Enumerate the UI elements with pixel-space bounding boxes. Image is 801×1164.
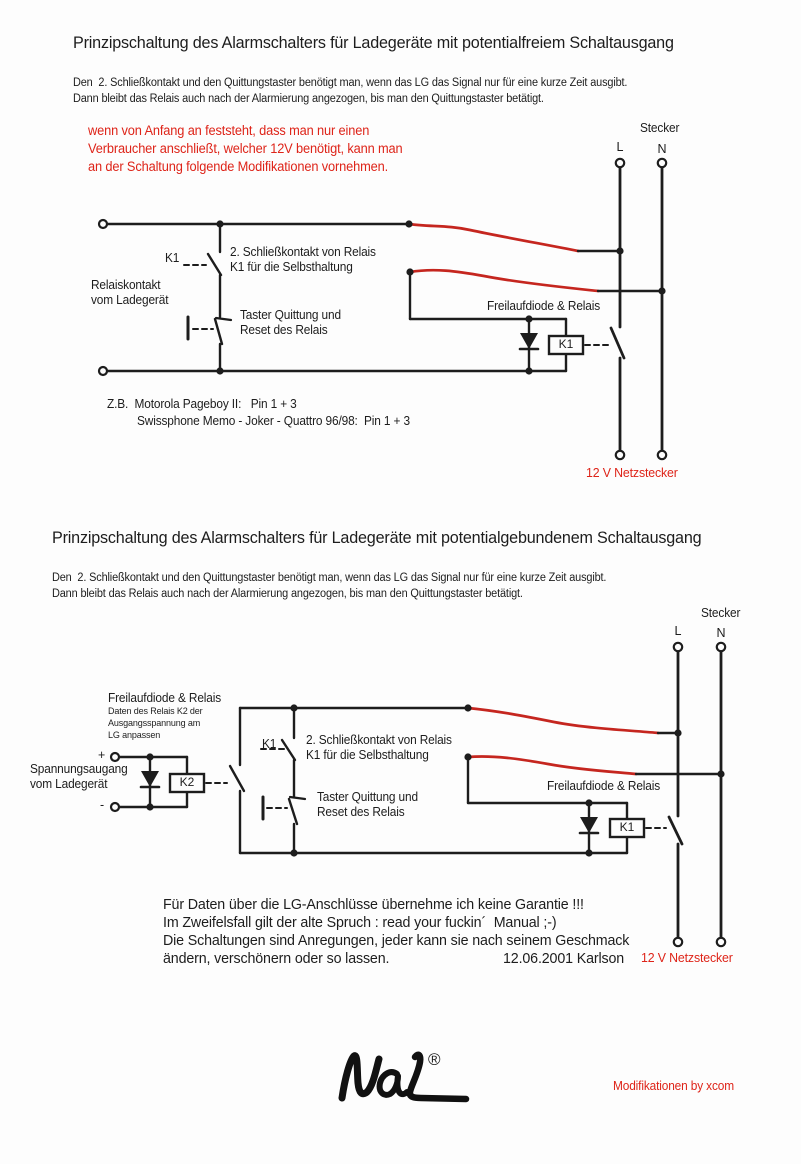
diagram2-relay-k2-box-label: K2 <box>179 775 195 789</box>
diagram1-relay-contact-line2: vom Ladegerät <box>91 293 169 307</box>
diagram1-k1-contact-label: K1 <box>165 251 180 265</box>
diagram2-freilauf-note-line2: Ausgangsspannung am <box>108 718 201 729</box>
footer-credit: Modifikationen by xcom <box>613 1079 734 1093</box>
diagram1-netzstecker-label: 12 V Netzstecker <box>586 465 678 480</box>
diagram2-k1-contact-label: K1 <box>262 737 277 751</box>
d1-relay-branch <box>410 272 566 371</box>
diagram2-terminal-l-label: L <box>674 624 682 638</box>
diagram1-taster-line1: Taster Quittung und <box>240 308 341 322</box>
d2-plug-terminal-icon <box>674 643 725 946</box>
diagram2-plus-label: + <box>98 747 106 762</box>
diagram2-freilauf-note-line3: LG anpassen <box>108 730 161 741</box>
d1-plug-terminal-icon <box>616 159 666 459</box>
d2-k2-contact-switch-icon <box>230 708 244 853</box>
diagram2-relay-k1-box-label: K1 <box>619 820 635 834</box>
footer-disclaimer-line3: Die Schaltungen sind Anregungen, jeder kann sie nach seinem Geschmack <box>163 932 630 949</box>
diagram2-freilauf-note-line1: Daten des Relais K2 der <box>108 706 203 717</box>
diagram2-intro-line1: Den 2. Schließkontakt und den Quittungstaster benötigt man, wenn das LG das Signal nur für eine kurze Zeit ausgibt. <box>52 572 607 584</box>
diagram2-stecker-label: Stecker <box>701 606 741 620</box>
diagram2-taster-line2: Reset des Relais <box>317 805 405 819</box>
diagram1-selbsthaltung-line1: 2. Schließkontakt von Relais <box>230 245 376 259</box>
d2-k2-freewheel-diode-icon <box>141 757 159 807</box>
diagram2-voltage-out-line2: vom Ladegerät <box>30 777 108 791</box>
diagram2-freilauf-left-label: Freilaufdiode & Relais <box>108 691 222 705</box>
diagram1-intro-line2: Dann bleibt das Relais auch nach der Alarmierung angezogen, bis man den Quittungstaster betätigt. <box>73 93 544 105</box>
diagram1-terminal-n-label: N <box>657 142 667 156</box>
diagram2-selbsthaltung-line1: 2. Schließkontakt von Relais <box>306 733 452 747</box>
diagram1-freilaufdiode-label: Freilaufdiode & Relais <box>487 299 601 313</box>
diagram1-red-note-line2: Verbraucher anschließt, welcher 12V benötigt, kann man <box>88 141 403 156</box>
d1-freewheel-diode-icon <box>520 319 538 371</box>
diagram2-voltage-out-line1: Spannungsaugang <box>30 762 128 776</box>
footer-disclaimer-line1: Für Daten über die LG-Anschlüsse übernehme ich keine Garantie !!! <box>163 896 584 913</box>
diagram2-terminal-n-label: N <box>716 626 726 640</box>
diagram2-minus-label: - <box>100 797 104 812</box>
diagram2-title: Prinzipschaltung des Alarmschalters für Ladegeräte mit potentialgebundenem Schaltausgang <box>52 528 702 547</box>
diagram1-title: Prinzipschaltung des Alarmschalters für Ladegeräte mit potentialfreiem Schaltausgang <box>73 33 674 52</box>
registered-trademark-icon: ® <box>428 1050 441 1069</box>
d2-mains-lines <box>669 651 721 938</box>
d2-k1-contact-switch-icon <box>261 708 295 797</box>
footer-disclaimer-line2: Im Zweifelsfall gilt der alte Spruch : read your fuckin´ Manual ;-) <box>163 914 557 931</box>
d1-red-modification-wires <box>409 224 598 291</box>
diagram1-red-note-line1: wenn von Anfang an feststeht, dass man nur einen <box>88 123 370 138</box>
diagram2-netzstecker-label: 12 V Netzstecker <box>641 950 733 965</box>
signature-logo-icon <box>342 1055 466 1099</box>
diagram1-taster-line2: Reset des Relais <box>240 323 328 337</box>
diagram1-example-line1: Z.B. Motorola Pageboy II: Pin 1 + 3 <box>107 397 297 411</box>
footer-date-author: 12.06.2001 Karlson <box>503 950 625 967</box>
d1-junction-dots <box>216 220 665 374</box>
diagram1-selbsthaltung-line2: K1 für die Selbsthaltung <box>230 260 353 274</box>
diagram1-terminal-l-label: L <box>616 140 624 154</box>
diagram1-stecker-label: Stecker <box>640 121 680 135</box>
d1-mains-lines <box>611 167 662 451</box>
d2-taster-switch-icon <box>263 797 305 853</box>
diagram1-red-note-line3: an der Schaltung folgende Modifikationen vornehmen. <box>88 159 389 174</box>
diagram2-selbsthaltung-line2: K1 für die Selbsthaltung <box>306 748 429 762</box>
diagram1-relay-contact-line1: Relaiskontakt <box>91 278 161 292</box>
diagram1-relay-k1-box-label: K1 <box>558 337 574 351</box>
diagram1-example-line2: Swissphone Memo - Joker - Quattro 96/98: Pin 1 + 3 <box>137 414 410 428</box>
diagram2-freilauf-right-label: Freilaufdiode & Relais <box>547 779 661 793</box>
d2-freewheel-diode-icon <box>580 803 598 853</box>
diagram2-taster-line1: Taster Quittung und <box>317 790 418 804</box>
diagram1-intro-line1: Den 2. Schließkontakt und den Quittungstaster benötigt man, wenn das LG das Signal nur für eine kurze Zeit ausgibt. <box>73 77 628 89</box>
diagram2-intro-line2: Dann bleibt das Relais auch nach der Alarmierung angezogen, bis man den Quittungstaster betätigt. <box>52 588 523 600</box>
footer-disclaimer-line4: ändern, verschönern oder so lassen. <box>163 950 390 967</box>
d1-k1-contact-switch-icon <box>184 224 221 317</box>
d1-taster-switch-icon <box>188 317 231 371</box>
d2-red-modification-wires <box>468 708 658 774</box>
